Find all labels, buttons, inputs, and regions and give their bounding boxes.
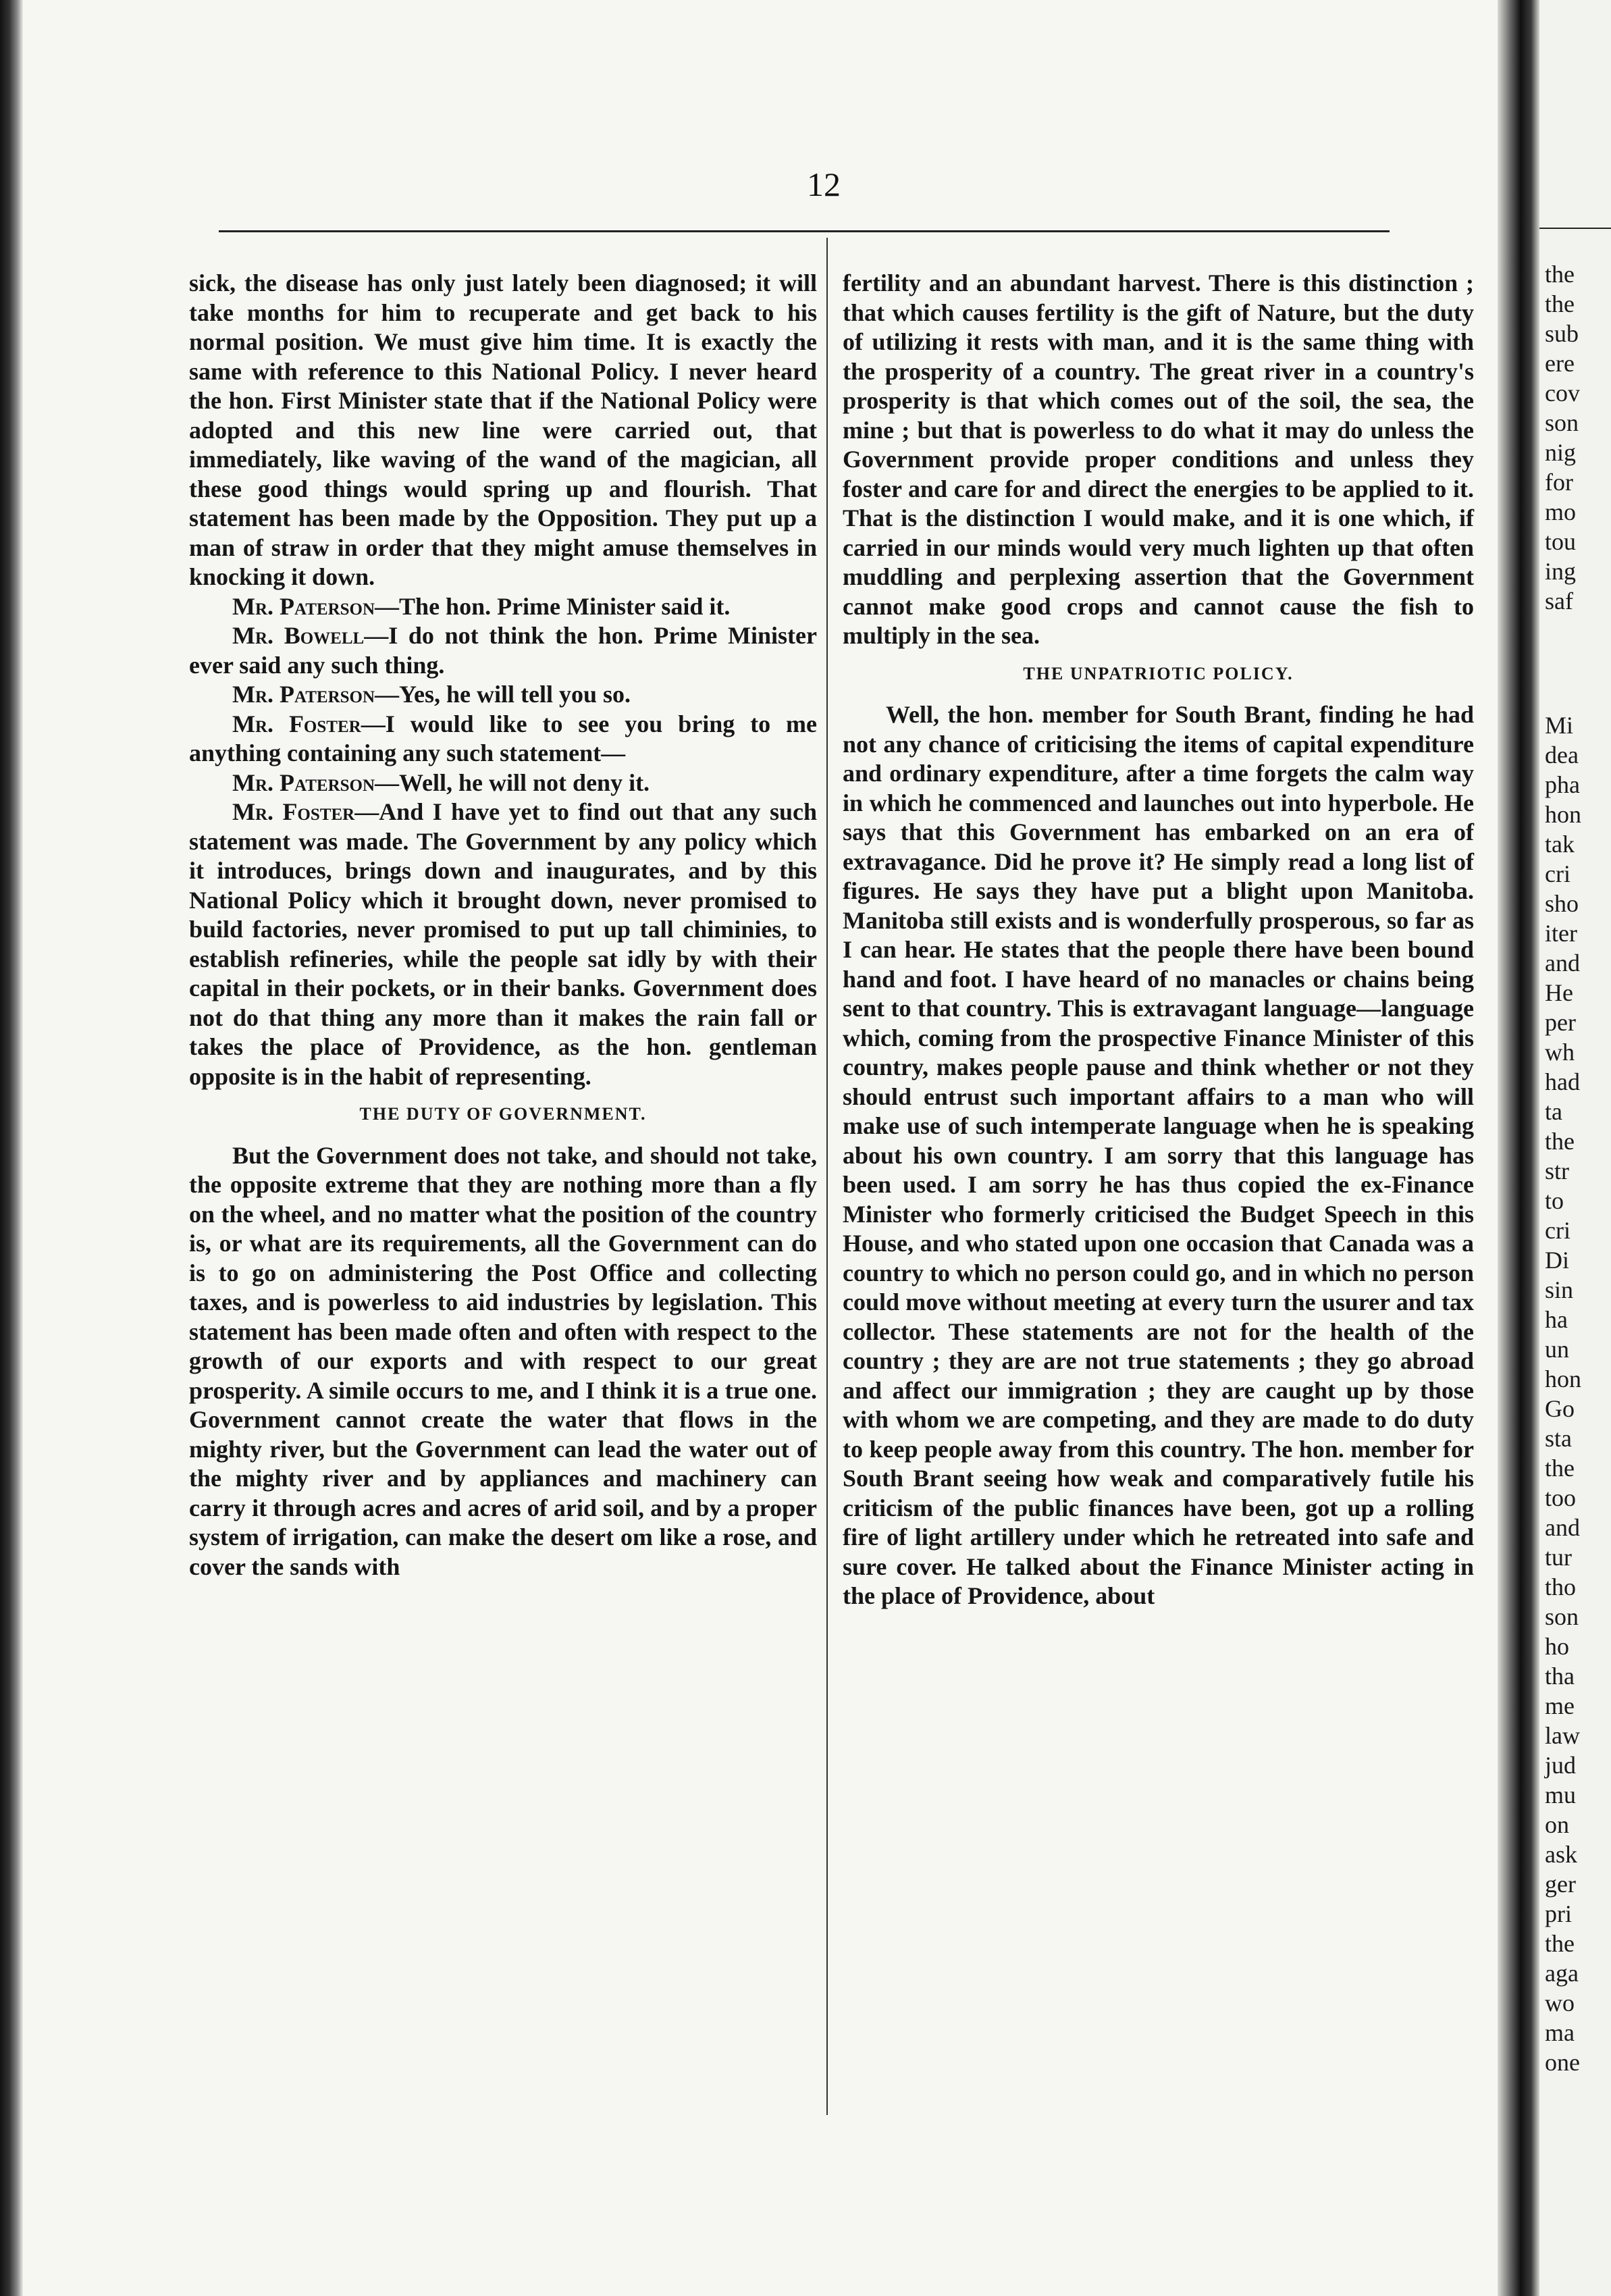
adjacent-fragment: He — [1545, 979, 1573, 1006]
paragraph — [189, 710, 817, 768]
speech-text: —Yes, he will tell you so. — [375, 681, 631, 708]
adjacent-page-edge — [1539, 0, 1611, 2296]
adjacent-fragment: tur — [1545, 1544, 1572, 1571]
adjacent-fragment: un — [1545, 1336, 1569, 1363]
adjacent-fragment: tha — [1545, 1663, 1575, 1690]
adjacent-fragment: the — [1545, 290, 1575, 317]
adjacent-fragment: son — [1545, 1603, 1579, 1630]
adjacent-fragment: and — [1545, 1514, 1580, 1541]
adjacent-fragment: tou — [1545, 528, 1577, 555]
adjacent-fragment: ma — [1545, 2019, 1575, 2046]
adjacent-fragment: ho — [1545, 1633, 1569, 1660]
paragraph: fertility and an abundant harvest. There is this distinction ; that which causes fertility is the gift of Nature, but the duty of utilizing it rests with man, and it is the same thing with the prosperity of a country. The great river in a country's prosperity is that which comes out of the soil, the sea, the mine ; but that is powerless to do what it may do unless the Government provide proper conditions and unless they foster and care for and direct the energies to be applied to it. That is the distinction I would make, and it is one which, if carried in our minds would very much lighten up that often muddling and perplexing assertion that the Government cannot make good crops and cannot cause the fish to multiply in the sea. — [843, 269, 1474, 649]
adjacent-fragment: Go — [1545, 1395, 1575, 1422]
adjacent-fragment: nig — [1545, 439, 1577, 466]
paragraph — [189, 768, 817, 798]
adjacent-fragment: for — [1545, 469, 1573, 496]
adjacent-fragment: str — [1545, 1157, 1569, 1184]
adjacent-fragment: ta — [1545, 1098, 1562, 1125]
adjacent-fragment: ger — [1545, 1871, 1576, 1898]
speaker-name: Mr. Paterson — [232, 768, 375, 796]
section-heading: THE UNPATRIOTIC POLICY. — [1023, 663, 1294, 683]
adjacent-fragment: saf — [1545, 588, 1573, 615]
adjacent-fragment: ha — [1545, 1306, 1568, 1333]
adjacent-fragment: and — [1545, 949, 1580, 976]
section-heading: THE DUTY OF GOVERNMENT. — [359, 1104, 647, 1124]
adjacent-fragment: wo — [1545, 1989, 1575, 2016]
adjacent-fragment: too — [1545, 1484, 1577, 1511]
adjacent-fragment: cri — [1545, 1217, 1570, 1244]
adjacent-fragment: Di — [1545, 1247, 1569, 1274]
speaker-name: Mr. Paterson — [232, 681, 375, 708]
speech-text: —I would like to see you bring to me anything containing any such statement— — [189, 710, 818, 766]
speaker-name: Mr. Bowell — [232, 622, 365, 649]
adjacent-fragment: sta — [1545, 1425, 1572, 1452]
binding-gutter — [1498, 0, 1539, 2296]
paragraph — [189, 621, 817, 680]
paragraph — [189, 798, 817, 1091]
column-divider — [826, 238, 828, 2115]
adjacent-fragment: jud — [1545, 1752, 1577, 1779]
adjacent-fragment: the — [1545, 1455, 1575, 1482]
adjacent-fragment: hon — [1545, 1365, 1581, 1392]
speaker-name: Mr. Foster — [232, 710, 361, 737]
adjacent-fragment: had — [1545, 1068, 1580, 1095]
adjacent-fragment: sin — [1545, 1276, 1574, 1303]
adjacent-fragment: the — [1545, 1930, 1575, 1957]
speech-text: —Well, he will not deny it. — [375, 768, 650, 796]
adjacent-fragment: law — [1545, 1722, 1580, 1749]
adjacent-fragment: sho — [1545, 890, 1579, 917]
speaker-name: Mr. Paterson — [232, 592, 375, 620]
adjacent-fragment: to — [1545, 1187, 1564, 1214]
adjacent-fragment: mo — [1545, 498, 1577, 525]
adjacent-fragment: aga — [1545, 1960, 1579, 1987]
adjacent-fragment: hon — [1545, 801, 1581, 828]
adjacent-fragment: son — [1545, 409, 1579, 436]
adjacent-fragment: cri — [1545, 860, 1570, 887]
adjacent-fragment: tho — [1545, 1573, 1577, 1600]
adjacent-fragment: wh — [1545, 1039, 1575, 1066]
column-right — [843, 269, 1474, 1611]
adjacent-fragment: ing — [1545, 558, 1577, 585]
paragraph: Well, the hon. member for South Brant, finding he had not any chance of criticising the items of capital expenditure and ordinary expenditure, after a time forgets the calm way in which he commenced and launches out into hyperbole. He says that this Government has embarked on an era of extravagance. Did he prove it? He simply read a long list of figures. He says they have put a blight upon Manitoba. Manitoba still exists and is wonderfully prosperous, so far as I can hear. He states that the people there have been bound hand and foot. I have heard of no manacles or chains being sent to that country. This is extravagant language—language which, coming from the prospective Finance Minister of this country, makes people pause and think whether or not they should entrust such important affairs to a man who will make use of such intemperate language when he is speaking about his own country. I am sorry that this language has been used. I am sorry he has thus copied the ex-Finance Minister who formerly criticised the Budget Speech in this House, and who stated upon one occasion that Canada was a country to which no person could go, and in which no person could move without meeting at every turn the usurer and tax collector. These statements are not for the health of the country ; they are are not true statements ; they go abroad and affect our immigration ; they are caught up by those with whom we are competing, and they are made to do duty to keep people away from this country. The hon. member for South Brant seeing how weak and comparatively futile his criticism of the public finances have been, got up a rolling fire of light artillery under which he retreated into safe and sure cover. He talked about the Finance Minister acting in the place of Providence, about — [843, 701, 1474, 1609]
adjacent-fragment: ask — [1545, 1841, 1577, 1868]
header-rule — [219, 230, 1390, 232]
scan-edge-left — [0, 0, 23, 2296]
paragraph: But the Government does not take, and should not take, the opposite extreme that they are nothing more than a fly on the wheel, and no matter what the position of the country is, or what are its requirements, all the Government can do is to go on administering the Post Office and collecting taxes, and is powerless to aid industries by legislation. This statement has been made often and often with respect to the growth of our exports and with respect to our great prosperity. A simile occurs to me, and I think it is a true one. Government cannot create the water that flows in the mighty river, but the Government can lead the water out of the mighty river and by appliances and machinery can carry it through acres and acres of arid soil, and by a proper system of irrigation, can make the desert om like a rose, and cover the sands with — [189, 1141, 817, 1580]
adjacent-fragment: on — [1545, 1811, 1569, 1838]
adjacent-fragment: pri — [1545, 1900, 1572, 1927]
adjacent-fragment: one — [1545, 2049, 1580, 2076]
paragraph: sick, the disease has only just lately been diagnosed; it will take months for him to recuperate and get back to his normal position. We must give him time. It is exactly the same with reference to this National Policy. I never heard the hon. First Minister state that if the National Policy were adopted and this new line were carried out, that immediately, like waving of the wand of the magician, all these good things would spring up and flourish. That statement has been made by the Opposition. They put up a man of straw in order that they might amuse themselves in knocking it down. — [189, 269, 817, 590]
adjacent-fragment: the — [1545, 261, 1575, 288]
adjacent-fragment: pha — [1545, 771, 1580, 798]
adjacent-fragment: per — [1545, 1009, 1576, 1036]
adjacent-fragment: the — [1545, 1128, 1575, 1155]
adjacent-fragment: iter — [1545, 920, 1577, 947]
page-number: 12 — [807, 165, 841, 203]
adjacent-fragment: dea — [1545, 741, 1579, 768]
adjacent-fragment: Mi — [1545, 712, 1574, 739]
speech-text: —The hon. Prime Minister said it. — [375, 592, 731, 620]
adjacent-fragment: cov — [1545, 380, 1580, 407]
paragraph — [189, 680, 817, 710]
column-left — [189, 269, 817, 1582]
adjacent-fragment: me — [1545, 1692, 1575, 1719]
adjacent-fragment: tak — [1545, 831, 1575, 858]
speech-text: —I do not think the hon. Prime Minister ever said any such thing. — [189, 622, 817, 679]
speaker-name: Mr. Foster — [232, 798, 355, 825]
paragraph — [189, 592, 817, 622]
speech-text: —And I have yet to find out that any such statement was made. The Government by any policy which it introduces, brings down and inaugurates, and by this National Policy which it brought down, never promised to build factories, never promised to put up tall chiminies, to establish refineries, while the people sat idly by with their capital in their pockets, or in their banks. Government does not do that thing any more than it makes the rain fall or takes the place of Providence, as the hon. gentleman opposite is in the habit of representing. — [189, 798, 817, 1090]
adjacent-fragment: sub — [1545, 320, 1579, 347]
adjacent-fragment: mu — [1545, 1781, 1577, 1808]
adjacent-page-rule — [1539, 228, 1611, 229]
adjacent-fragment: ere — [1545, 350, 1575, 377]
